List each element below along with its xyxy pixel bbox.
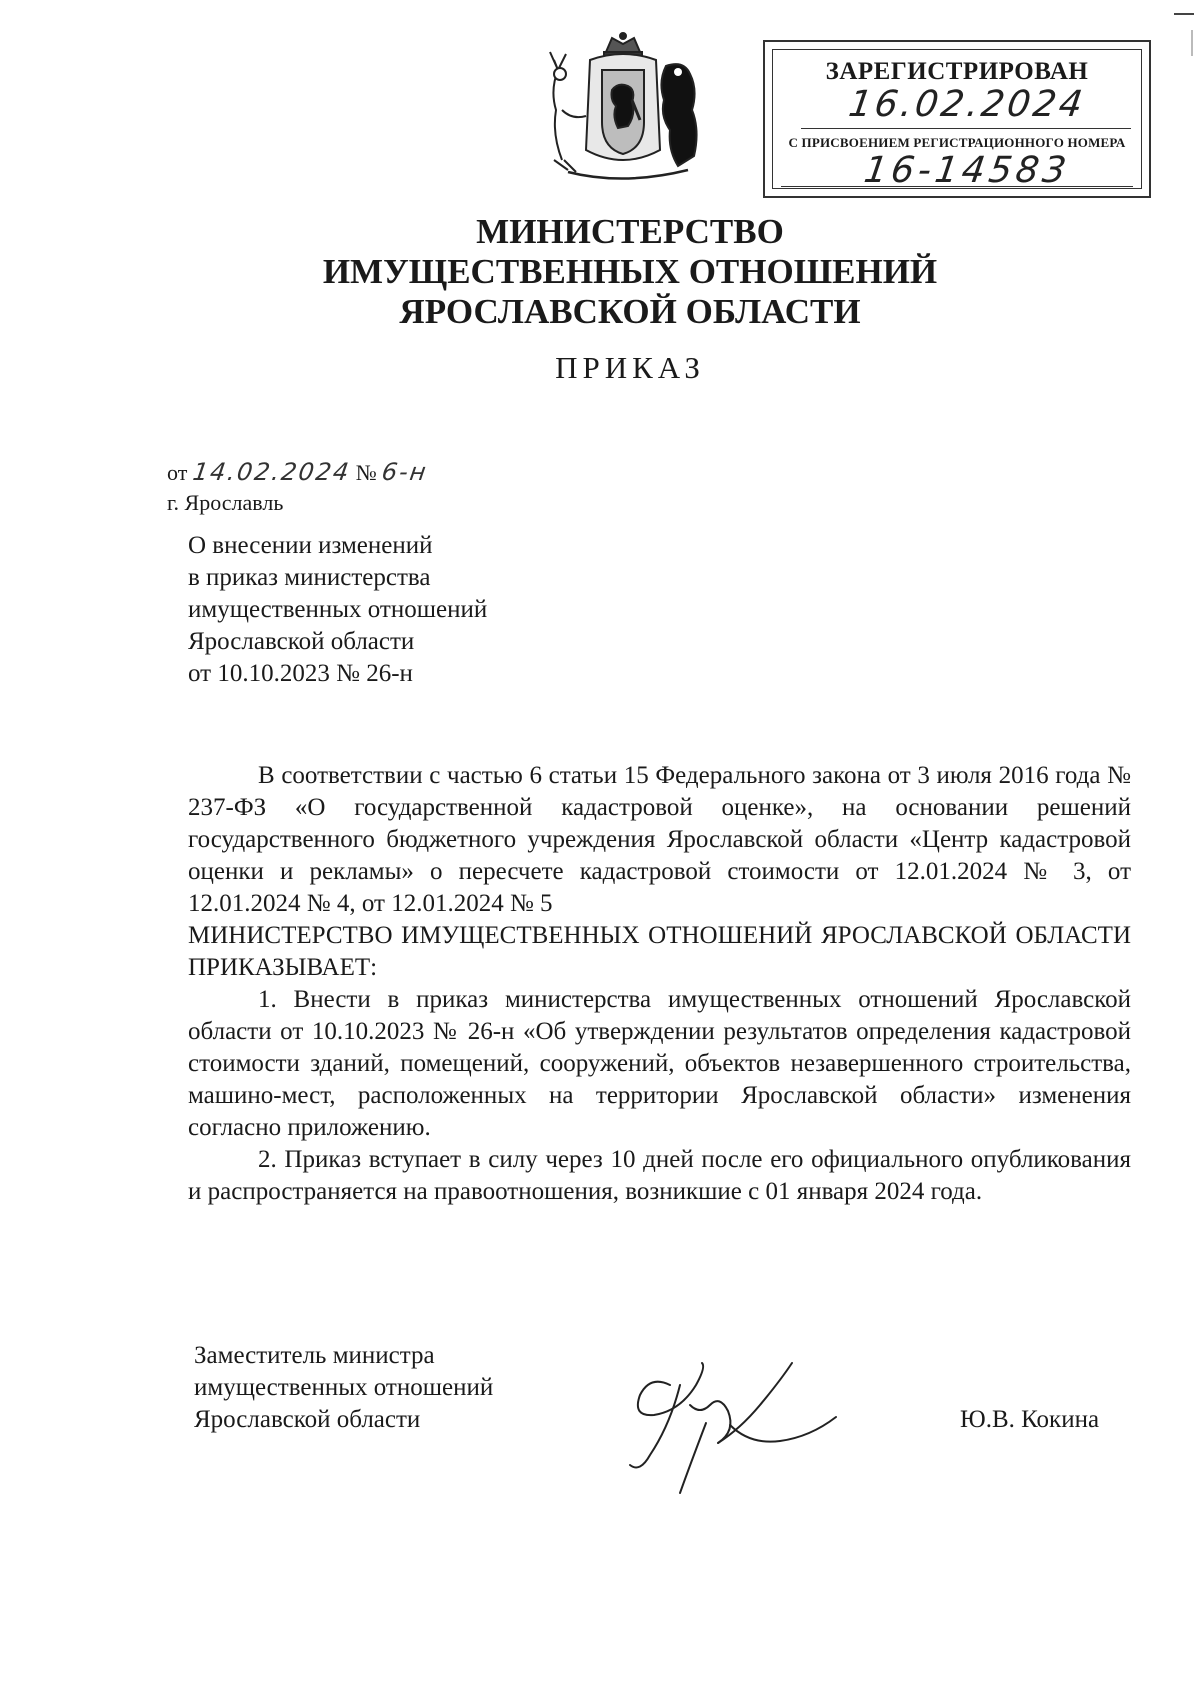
signatory-position-line: Ярославской области	[194, 1406, 421, 1433]
scan-edge-marks	[1170, 0, 1200, 60]
subject-line: от 10.10.2023 № 26-н	[188, 660, 413, 687]
coat-of-arms-icon	[528, 30, 718, 190]
order-city: г. Ярославль	[167, 490, 284, 515]
document-type-title: ПРИКАЗ	[555, 350, 705, 385]
subject-line: в приказ министерства	[188, 564, 431, 591]
registration-stamp	[763, 40, 1151, 198]
signatory-position-line: Заместитель министра	[194, 1342, 435, 1369]
stamp-date: 16.02.2024	[846, 84, 1088, 125]
signatory-name: Ю.В. Кокина	[960, 1406, 1100, 1433]
order-date-number	[167, 458, 428, 486]
stamp-registration-number: 16-14583	[861, 150, 1073, 191]
subject-line: Ярославской области	[188, 628, 415, 655]
body-item-1: 1. Внести в приказ министерства имущественных отношений Ярославской области от 10.10.2023 № 26-н «Об утверждении результатов определения кадастровой стоимости зданий, помещений, сооружений, объектов незавершенного строительства, машино-мест, расположенных на территории Ярославской области» изменения согласно приложению.	[188, 986, 1131, 1141]
signatory-position-line: имущественных отношений	[194, 1374, 494, 1401]
signatory-position	[194, 1340, 493, 1436]
number-label: №	[355, 460, 377, 485]
subject-line: О внесении изменений	[188, 532, 433, 559]
subject-line: имущественных отношений	[188, 596, 488, 623]
body-preamble: В соответствии с частью 6 статьи 15 Федерального закона от 3 июля 2016 года № 237-ФЗ «О государственной кадастровой оценке», на основании решений государственного бюджетного учреждения Ярославской области «Центр кадастровой оценки и рекламы» о пересчете кадастровой стоимости от 12.01.2024 № 3, от 12.01.2024 № 4, от 12.01.2024 № 5	[188, 762, 1131, 917]
body-item-2: 2. Приказ вступает в силу через 10 дней после его официального опубликования и распространяется на правоотношения, возникшие с 01 января 2024 года.	[188, 1146, 1131, 1205]
stamp-number-line	[781, 186, 1133, 187]
order-body	[188, 760, 1131, 1208]
order-date: 14.02.2024	[190, 458, 353, 486]
ministry-header-line2: ИМУЩЕСТВЕННЫХ ОТНОШЕНИЙ	[322, 252, 938, 291]
stamp-date-line	[801, 128, 1131, 129]
stamp-title: ЗАРЕГИСТРИРОВАН	[825, 58, 1089, 85]
handwritten-signature	[610, 1345, 840, 1495]
order-subject	[188, 530, 487, 690]
from-label: от	[167, 460, 188, 485]
ministry-header-line1: МИНИСТЕРСТВО	[476, 212, 784, 251]
order-number: 6-н	[380, 458, 430, 486]
body-directive: МИНИСТЕРСТВО ИМУЩЕСТВЕННЫХ ОТНОШЕНИЙ ЯРОСЛАВСКОЙ ОБЛАСТИ ПРИКАЗЫВАЕТ:	[188, 922, 1131, 981]
stamp-subtitle: С ПРИСВОЕНИЕМ РЕГИСТРАЦИОННОГО НОМЕРА	[788, 135, 1126, 150]
stamp-inner-frame	[772, 49, 1142, 189]
ministry-header-line3: ЯРОСЛАВСКОЙ ОБЛАСТИ	[399, 292, 861, 331]
